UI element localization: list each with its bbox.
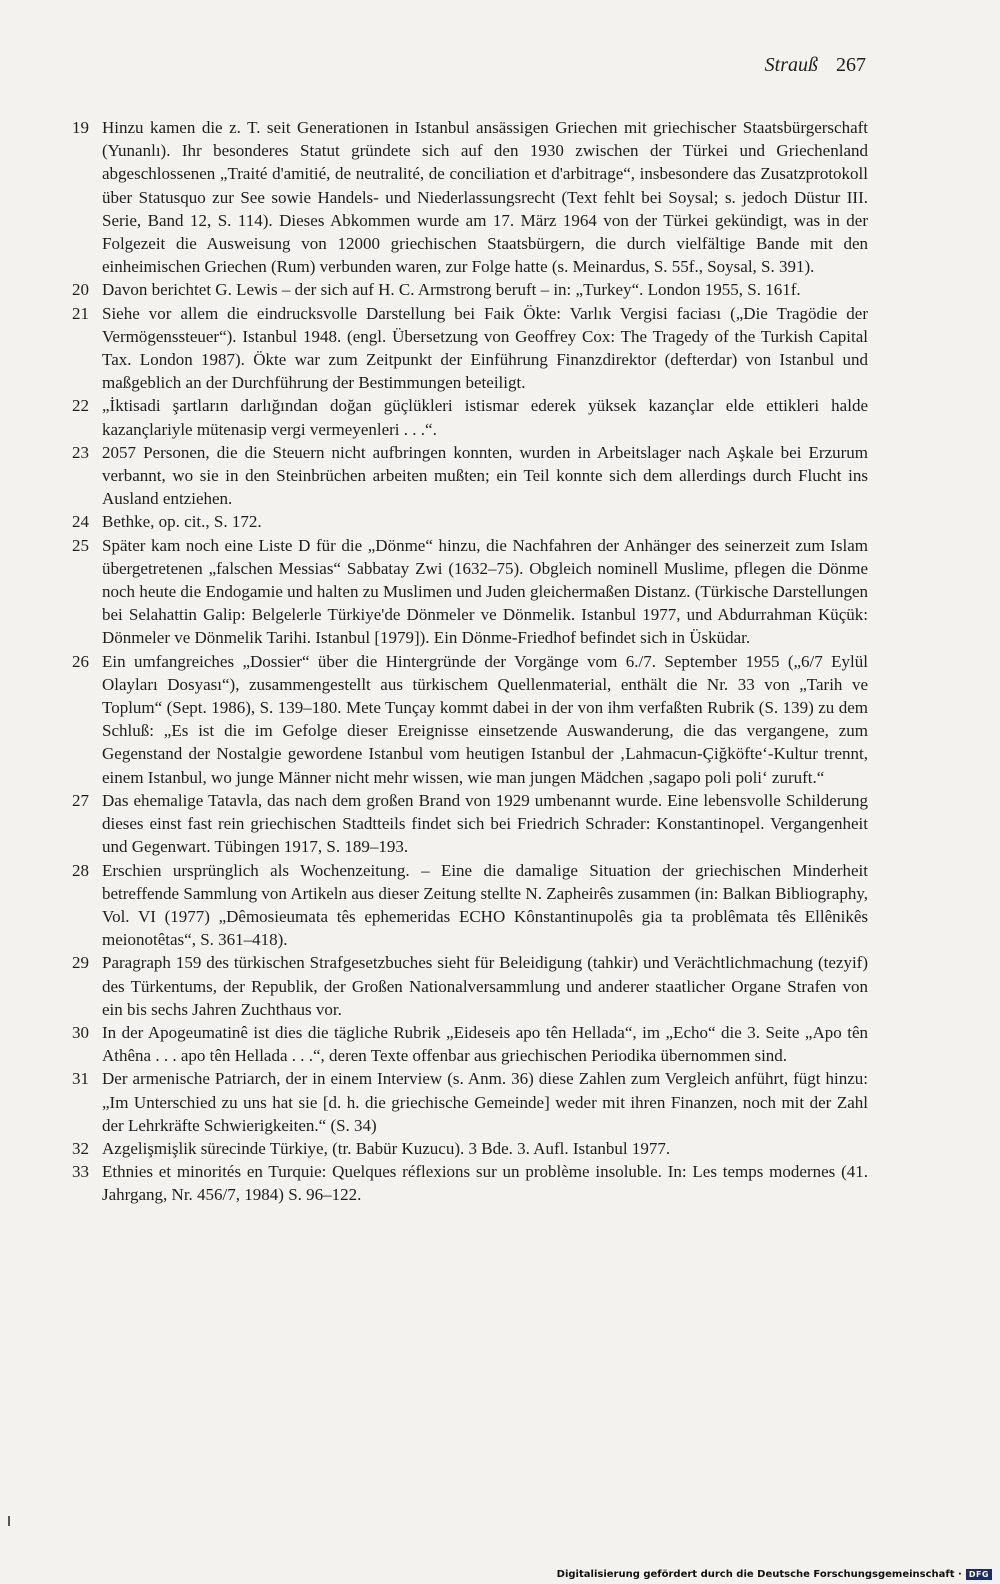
footnote-text: Der armenische Patriarch, der in einem Interview (s. Anm. 36) diese Zahlen zum Vergleich anführt, fügt hinzu: „Im Unterschied zu uns hat sie [d. h. die griechische Gemeinde] weder mit ihren Finanzen, noch mit der Zahl der Lehrkräfte Schwierigkeiten.“ (S. 34) — [102, 1069, 868, 1135]
footnote-number: 26 — [72, 651, 89, 671]
footnote-33 — [72, 1160, 868, 1206]
footnote-number: 25 — [72, 535, 89, 555]
footnote-text: Azgelişmişlik sürecinde Türkiye, (tr. Babür Kuzucu). 3 Bde. 3. Aufl. Istanbul 1977. — [102, 1138, 671, 1158]
footnote-number: 24 — [72, 512, 89, 532]
footnote-number: 21 — [72, 303, 89, 323]
footnote-28 — [72, 859, 868, 952]
footnote-25 — [72, 534, 868, 650]
footnote-text: Das ehemalige Tatavla, das nach dem großen Brand von 1929 umbenannt wurde. Eine lebensvolle Schilderung dieses einst fast rein griechischen Stadtteils findet sich bei Friedrich Schrader: Konstantinopel. Vergangenheit und Gegenwart. Tübingen 1917, S. 189–193. — [102, 790, 868, 857]
footnote-text: Siehe vor allem die eindrucksvolle Darstellung bei Faik Ökte: Varlık Vergisi faciası („Die Tragödie der Vermögenssteuer“). Istanbul 1948. (engl. Übersetzung von Geoffrey Cox: The Tragedy of the Turkish Capital Tax. London 1987). Ökte war zum Zeitpunkt der Einführung Finanzdirektor (defterdar) von Istanbul und maßgeblich an der Durchführung der Bestimmungen beteiligt. — [102, 303, 868, 393]
footnote-19 — [72, 116, 868, 278]
footnote-24 — [72, 510, 868, 533]
footnote-21 — [72, 302, 868, 395]
running-head: Strauß — [764, 54, 818, 76]
footnote-text: In der Apogeumatinê ist dies die tägliche Rubrik „Eideseis apo tên Hellada“, im „Echo“ die 3. Seite „Apo tên Athêna . . . apo tên Hellada . . .“, deren Texte offenbar aus griechischen Periodika übernommen sind. — [102, 1022, 868, 1066]
footnote-23 — [72, 441, 868, 511]
footnote-number: 30 — [72, 1022, 89, 1042]
footnote-text: Ein umfangreiches „Dossier“ über die Hintergründe der Vorgänge vom 6./7. September 1955 („6/7 Eylül Olayları Dosyası“), zusammengestellt aus türkischem Quellenmaterial, enthält die Nr. 33 von „Tarih ve Toplum“ (Sept. 1986), S. 139–180. Mete Tunçay kommt dabei in der von ihm verfaßten Rubrik (S. 139) zu dem Schluß: „Es ist die im Gefolge dieser Ereignisse einsetzende Auswanderung, die das vergangene, zum Gegenstand der Nostalgie gewordene Istanbul vom heutigen Istanbul der ‚Lahmacun-Çiğköfte‘-Kultur trennt, einem Istanbul, wo junge Männer nicht mehr wissen, wie man jungen Mädchen ‚sagapo poli poli‘ zuruft.“ — [102, 651, 868, 787]
footnote-number: 31 — [72, 1069, 89, 1089]
footnote-number: 33 — [72, 1162, 89, 1182]
page-header — [765, 54, 866, 77]
footnote-text: Erschien ursprünglich als Wochenzeitung. – Eine die damalige Situation der griechischen Minderheit betreffende Sammlung von Artikeln aus dieser Zeitung stellte N. Zapheirês zusammen (in: Balkan Bibliography, Vol. VI (1977) „Dêmosieumata tês ephemeridas ECHO Kônstantinupolês gia ta problêmata tês Ellênikês meionotêtas“, S. 361–418). — [102, 860, 868, 950]
footnote-31 — [72, 1067, 868, 1137]
footnote-text: 2057 Personen, die die Steuern nicht aufbringen konnten, wurden in Arbeitslager nach Aşkale bei Erzurum verbannt, wo sie in den Steinbrüchen arbeiten mußten; ein Teil konnte sich dem allerdings durch Flucht ins Ausland entziehen. — [102, 442, 868, 509]
footnote-text: Hinzu kamen die z. T. seit Generationen in Istanbul ansässigen Griechen mit griechischer Staatsbürgerschaft (Yunanlı). Ihr besonderes Statut gründete sich auf den 1930 zwischen der Türkei und Griechenland abgeschlossenen „Traité d'amitié, de neutralité, de conciliation et d'arbitrage“, insbesondere das Zusatzprotokoll über Statusquo zur See sowie Handels- und Niederlassungsrecht (Text fehlt bei Soysal; s. jedoch Düstur III. Serie, Band 12, S. 114). Dieses Abkommen wurde am 17. März 1964 von der Türkei gekündigt, was in der Folgezeit die Ausweisung von 12000 griechischen Staatsbürgern, die durch vielfältige Bande mit den einheimischen Griechen (Rum) verbunden waren, zur Folge hatte (s. Meinardus, S. 55f., Soysal, S. 391). — [102, 118, 868, 277]
footnote-number: 29 — [72, 953, 89, 973]
footnote-number: 20 — [72, 280, 89, 300]
footnote-number: 27 — [72, 790, 89, 810]
footnote-text: „İktisadi şartların darlığından doğan güçlükleri istismar ederek yüksek kazançlar elde ettikleri halde kazançlariyle mütenasip vergi vermeyenleri . . .“. — [102, 396, 868, 439]
footnote-20 — [72, 278, 868, 301]
footnote-30 — [72, 1021, 868, 1067]
footnote-number: 28 — [72, 860, 89, 880]
footnote-text: Paragraph 159 des türkischen Strafgesetzbuches sieht für Beleidigung (tahkir) und Verächtlichmachung (tezyif) des Türkentums, der Republik, der Großen Nationalversammlung und anderer staatlicher Organe Strafen von ein bis sechs Jahren Zuchthaus vor. — [102, 953, 868, 1019]
footnote-text: Später kam noch eine Liste D für die „Dönme“ hinzu, die Nachfahren der Anhänger des seinerzeit zum Islam übergetretenen „falschen Messias“ Sabbatay Zwi (1632–75). Obgleich nominell Muslime, pflegen die Dönme noch heute die Endogamie und halten zu Muslimen und Juden gleichermaßen Distanz. (Türkische Darstellungen bei Selahattin Galip: Belgelerle Türkiye'de Dönmeler ve Dönmelik. Istanbul 1977, und Abdurrahman Küçük: Dönmeler ve Dönmelik Tarihi. Istanbul [1979]). Ein Dönme-Friedhof befindet sich in Üsküdar. — [102, 535, 868, 648]
footnote-number: 22 — [72, 396, 89, 416]
footnote-text: Ethnies et minorités en Turquie: Quelques réflexions sur un problème insoluble. In: Les temps modernes (41. Jahrgang, Nr. 456/7, 1984) S. 96–122. — [102, 1162, 868, 1205]
footnote-29 — [72, 951, 868, 1021]
footnote-number: 19 — [72, 118, 89, 137]
scan-edge-mark — [8, 1516, 10, 1526]
footnote-number: 32 — [72, 1138, 89, 1158]
dfg-logo-icon: DFG — [966, 1569, 992, 1580]
footnotes-list — [72, 116, 868, 1207]
footnote-32 — [72, 1137, 868, 1160]
page-number: 267 — [836, 54, 866, 76]
footnote-text: Bethke, op. cit., S. 172. — [102, 512, 262, 532]
footnote-text: Davon berichtet G. Lewis – der sich auf H. C. Armstrong beruft – in: „Turkey“. London 1955, S. 161f. — [102, 280, 801, 300]
digitization-credit — [557, 1569, 992, 1580]
credit-text: Digitalisierung gefördert durch die Deutsche Forschungsgemeinschaft · — [556, 1569, 962, 1580]
footnote-27 — [72, 789, 868, 859]
footnote-22 — [72, 394, 868, 440]
footnote-26 — [72, 650, 868, 789]
footnote-number: 23 — [72, 442, 89, 462]
